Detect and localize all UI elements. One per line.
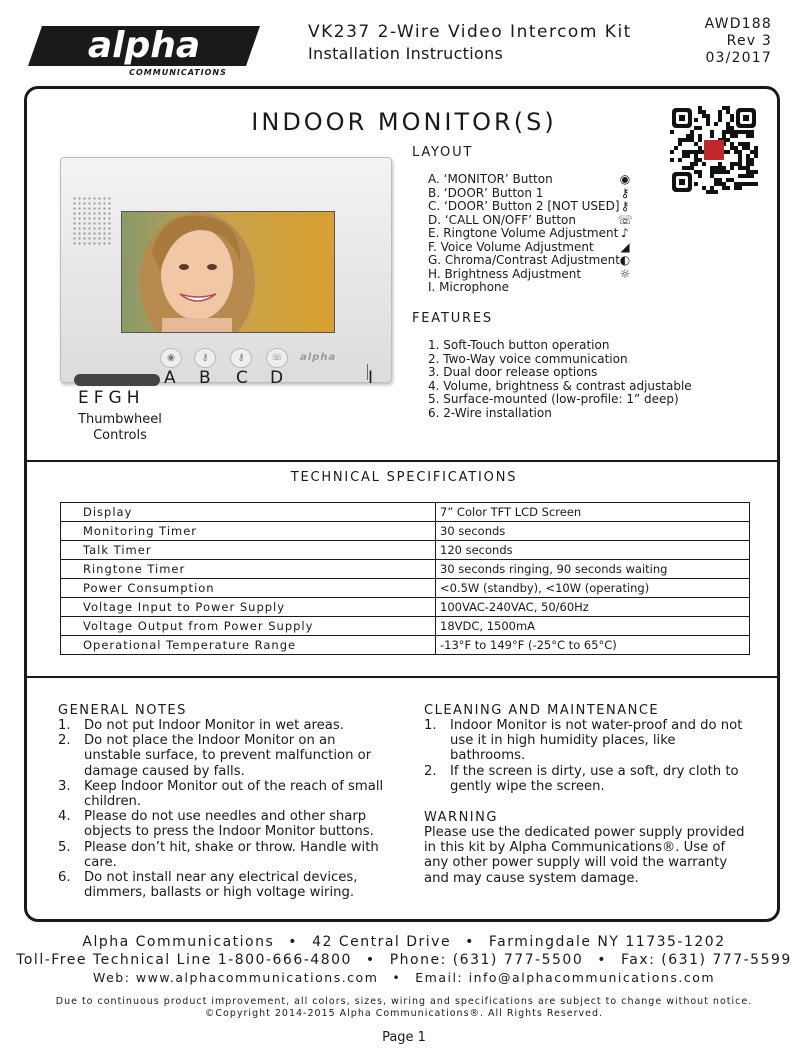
cleaning-list [424,718,752,794]
footer-fax: Fax: (631) 777-5599 [621,952,792,968]
footer-bullet: • [392,970,402,985]
doc-date: 03/2017 [705,50,772,66]
divider-top [27,460,777,462]
table-row [61,560,750,579]
item-number: 6. [58,870,71,886]
list-item [58,718,393,733]
thumbwheel-illustration [74,374,160,386]
warning-text: Please use the dedicated power supply provided in this kit by Alpha Communications®. Use of any other power supply will void the warranty and may cause system damage. [424,825,745,886]
general-notes-list [58,718,393,900]
list-item: 4. Volume, brightness & contrast adjustable [428,378,692,393]
sun-icon: ☼ [619,266,631,281]
spec-value: 30 seconds [436,522,750,541]
logo-subtext: COMMUNICATIONS [129,68,227,77]
thumbwheel-caption-line1: Thumbwheel [78,412,162,427]
doc-code: AWD188 [704,16,772,32]
item-text: Keep Indoor Monitor out of the reach of small children. [84,778,384,810]
footer-disclaimer: Due to continuous product improvement, all colors, sizes, wiring and specifications are subject to change without notice. [55,996,753,1007]
bell-icon: ♪ [621,226,629,240]
item-text: Do not install near any electrical devices, dimmers, ballasts or high voltage wiring. [84,870,358,901]
list-item: H. Brightness Adjustment [428,266,582,281]
document-title: VK237 2-Wire Video Intercom Kit [308,22,632,42]
call-button-illustration [266,348,288,368]
layout-list [428,173,620,295]
item-number: 1. [424,718,437,733]
list-item: 3. Dual door release options [428,365,598,380]
item-text: Do not place the Indoor Monitor on an unstable surface, to prevent malfunction or damage caused by falls. [84,733,372,779]
list-item [58,870,393,900]
speaker-grille [72,196,112,246]
document-id-block [705,16,772,67]
list-item: 5. Surface-mounted (low-profile: 1” deep) [428,392,679,407]
callout-d: D [270,368,284,388]
footer-email-link[interactable]: Email: info@alphacommunications.com [415,970,716,985]
spec-label: Voltage Input to Power Supply [61,598,436,617]
door1-button-illustration [194,348,216,368]
footer-bullet: • [288,934,299,950]
list-item [424,718,752,764]
list-item [58,809,393,839]
list-item: B. ‘DOOR’ Button 1 [428,185,544,200]
callout-i: I [368,368,374,388]
cleaning-heading: CLEANING AND MAINTENANCE [424,703,660,718]
callout-a: A [164,368,176,388]
section-title: INDOOR MONITOR(S) [251,108,557,136]
footer-bullet: • [597,952,607,968]
table-row [61,503,750,522]
layout-icon-column [612,173,638,281]
item-number: 4. [58,809,71,825]
footer-web-line [0,970,808,985]
footer-company: Alpha Communications [82,934,275,950]
handset-icon: ☏ [617,212,633,227]
footer-address: 42 Central Drive [312,934,452,950]
list-item [58,733,393,779]
list-item: C. ‘DOOR’ Button 2 [NOT USED] [428,199,620,213]
monitor-screen-image [121,211,335,333]
item-text: Please do not use needles and other sharp objects to press the Indoor Monitor buttons. [84,809,374,840]
item-number: 1. [58,718,71,733]
eye-icon: ◉ [167,353,175,363]
item-number: 2. [58,733,71,749]
qr-code [670,106,758,194]
eye-icon: ◉ [619,172,631,186]
item-text: If the screen is dirty, use a soft, dry cloth to gently wipe the screen. [450,763,739,794]
list-item: A. ‘MONITOR’ Button [428,172,553,186]
spec-label: Operational Temperature Range [61,636,436,655]
document-subtitle: Installation Instructions [308,44,504,63]
features-list [428,339,692,421]
list-item: 1. Soft-Touch button operation [428,338,610,352]
spec-value: -13°F to 149°F (-25°C to 65°C) [436,636,750,655]
table-row [61,579,750,598]
list-item [58,779,393,809]
table-row [61,541,750,560]
logo-wordmark: alpha [87,25,201,66]
callout-b: B [199,368,211,388]
spec-value: 30 seconds ringing, 90 seconds waiting [436,560,750,579]
list-item: F. Voice Volume Adjustment [428,239,594,254]
spec-label: Display [61,503,436,522]
footer-copyright: ©Copyright 2014-2015 Alpha Communications®. All Rights Reserved. [204,1008,604,1019]
specs-heading: TECHNICAL SPECIFICATIONS [290,470,518,485]
key-icon: ⚷ [620,185,630,200]
thumbwheel-caption [70,412,170,444]
spec-value: 18VDC, 1500mA [436,617,750,636]
item-text: Indoor Monitor is not water-proof and do not use it in high humidity places, like bathrooms. [450,718,743,764]
specs-table [60,502,750,655]
list-item: G. Chroma/Contrast Adjustment [428,253,620,267]
key-icon: ⚷ [620,199,630,213]
spec-value: <0.5W (standby), <10W (operating) [436,579,750,598]
contrast-icon: ◐ [619,253,631,267]
thumbwheel-caption-line2: Controls [93,428,147,443]
footer-city: Farmingdale NY 11735-1202 [488,934,726,950]
list-item [424,764,752,794]
monitor-button-illustration [160,348,182,368]
spec-label: Power Consumption [61,579,436,598]
table-row [61,636,750,655]
table-row [61,598,750,617]
list-item: E. Ringtone Volume Adjustment [428,226,619,240]
doc-revision: Rev 3 [726,33,772,49]
item-number: 2. [424,763,437,779]
spec-label: Ringtone Timer [61,560,436,579]
layout-heading: LAYOUT [412,145,474,160]
table-row [61,522,750,541]
list-item: 2. Two-Way voice communication [428,351,628,366]
footer-phone: Phone: (631) 777-5500 [389,952,584,968]
list-item: I. Microphone [428,280,510,294]
item-number: 3. [58,778,71,794]
key-icon: ⚷ [201,353,209,363]
handset-icon: ☏ [271,353,283,363]
door2-button-illustration [230,348,252,368]
features-heading: FEATURES [412,311,493,326]
item-text: Do not put Indoor Monitor in wet areas. [84,718,344,733]
list-item: 6. 2-Wire installation [428,405,552,420]
spec-value: 100VAC-240VAC, 50/60Hz [436,598,750,617]
thumbwheel-callouts: EFGH [78,388,145,408]
item-text: Please don’t hit, shake or throw. Handle with care. [84,839,379,870]
item-number: 5. [58,839,71,855]
page-number: Page 1 [382,1030,426,1045]
footer-bullet: • [465,934,475,950]
alpha-logo [28,18,260,78]
spec-value: 120 seconds [436,541,750,560]
spec-label: Monitoring Timer [61,522,436,541]
spec-label: Talk Timer [61,541,436,560]
key-icon: ⚷ [237,353,245,363]
table-row [61,617,750,636]
list-item [58,840,393,870]
list-item: D. ‘CALL ON/OFF’ Button [428,212,576,227]
footer-tollfree: Toll-Free Technical Line 1-800-666-4800 [16,952,352,968]
volume-wedge-icon: ◢ [620,239,630,254]
general-notes-heading: GENERAL NOTES [58,703,187,718]
footer-company-line [0,934,808,950]
warning-heading: WARNING [424,810,498,825]
device-logo: alpha [300,352,337,363]
callout-c: C [236,368,248,388]
footer-bullet: • [365,952,376,968]
footer-phone-line [0,952,808,968]
spec-label: Voltage Output from Power Supply [61,617,436,636]
divider-bottom [27,676,777,678]
footer-web-link[interactable]: Web: www.alphacommunications.com [92,970,379,985]
spec-value: 7” Color TFT LCD Screen [436,503,750,522]
